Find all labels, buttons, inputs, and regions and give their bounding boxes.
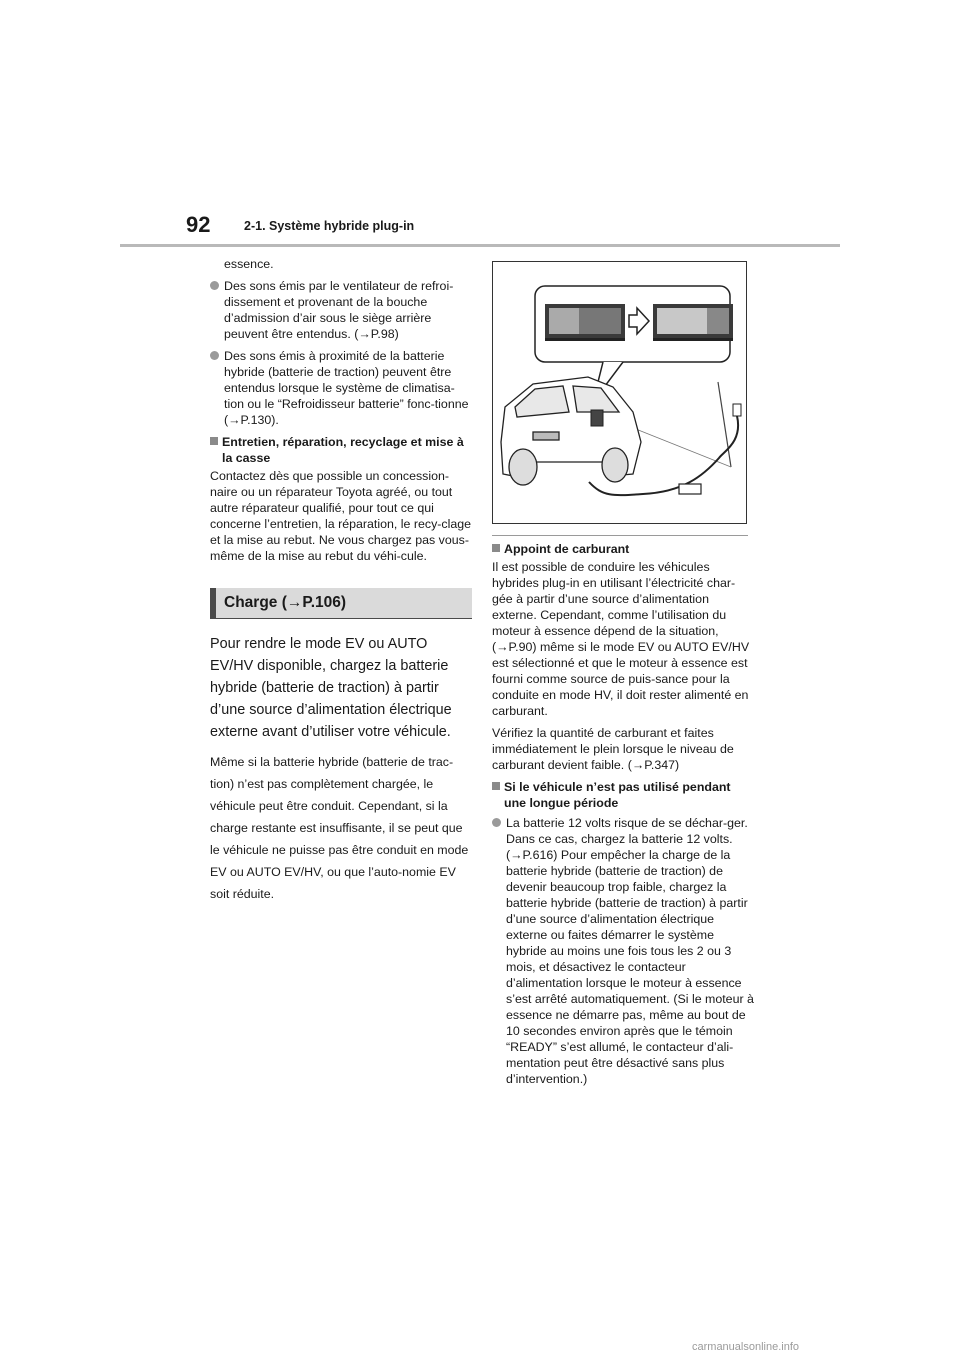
subheading-text: Appoint de carburant	[504, 542, 630, 556]
running-head: 2-1. Système hybride plug-in	[244, 219, 415, 233]
continuation-text: essence.	[224, 257, 274, 271]
bullet-dot-icon	[210, 351, 219, 360]
battery-gauge-after-icon	[653, 304, 733, 341]
bullet-dot-icon	[492, 818, 501, 827]
bullet-text: Des sons émis à proximité de la batterie hybride (batterie de traction) peuvent être entendus lorsque le système de climatisa-tion ou le “Refroidisseur batterie” fonc-tionne (→P.130).	[224, 349, 469, 427]
section-title-charge	[210, 588, 472, 619]
refuel-text-1: Il est possible de conduire les véhicules hybrides plug-in en utilisant l’électricité char-gée à partir d’une source d’alimentation externe. Cependant, comme l’utilisation du moteur à essence dépend de la situation, (→P.90) même si le mode EV ou AUTO EV/HV est sélectionné et que le moteur à essence est fourni comme source de puis-sance pour la conduite en mode HV, il doit rester alimenté en carburant.	[492, 560, 750, 718]
subheading-maintenance	[210, 434, 472, 466]
section-title-text: Charge (→P.106)	[224, 594, 347, 611]
charging-control-box-icon	[679, 484, 701, 494]
bullet-battery-noise	[210, 348, 472, 428]
refuel-text-2: Vérifiez la quantité de carburant et faites immédiatement le plein lorsque le niveau de carburant devient faible. (→P.347)	[492, 726, 734, 772]
square-marker-icon	[210, 437, 218, 445]
subheading-long-storage	[492, 779, 754, 811]
right-column	[492, 541, 754, 1093]
square-marker-icon	[492, 782, 500, 790]
square-marker-icon	[492, 544, 500, 552]
maintenance-text: Contactez dès que possible un concession-naire ou un réparateur Toyota agréé, ou tout autre réparateur qualifié, pour tout ce qui concerne l’entretien, la réparation, le recy-clage et la mise au rebut. Ne vous chargez pas vous-même de la mise au rebut du véhi-cule.	[210, 469, 472, 563]
bullet-12v-battery	[492, 815, 754, 1087]
header-rule	[120, 244, 840, 247]
charging-illustration-svg	[493, 262, 746, 523]
page-number: 92	[186, 212, 211, 237]
bullet-text: Des sons émis par le ventilateur de refroi-dissement et provenant de la bouche d’admission d’air sous le siège arrière peuvent être entendus. (→P.98)	[224, 279, 454, 341]
subheading-refuel	[492, 541, 754, 557]
left-column	[210, 256, 472, 905]
vehicle-icon	[501, 377, 641, 485]
watermark: carmanualsonline.info	[692, 1341, 800, 1353]
wall-socket-icon	[733, 404, 741, 416]
charge-intro: Pour rendre le mode EV ou AUTO EV/HV disponible, chargez la batterie hybride (batterie de traction) à partir d’une source d’alimentation électrique externe avant d’utiliser votre véhicule.	[210, 636, 452, 740]
bullet-fan-noise	[210, 278, 472, 342]
battery-gauge-before-icon	[545, 304, 625, 341]
charge-body: Même si la batterie hybride (batterie de trac-tion) n’est pas complètement chargée, le véhicule peut être conduit. Cependant, si la charge restante est insuffisante, il se peut que le véhicule ne puisse pas être conduit en mode EV ou AUTO EV/HV, ou que l’auto-nomie EV soit réduite.	[210, 755, 469, 901]
charging-illustration	[492, 261, 747, 524]
subheading-text: Si le véhicule n’est pas utilisé pendant une longue période	[504, 780, 731, 810]
subheading-text: Entretien, réparation, recyclage et mise à la casse	[222, 435, 464, 465]
charging-plug-icon	[591, 410, 603, 426]
bullet-dot-icon	[210, 281, 219, 290]
bullet-text: La batterie 12 volts risque de se déchar-ger. Dans ce cas, chargez la batterie 12 volts. (→P.616) Pour empêcher la charge de la batterie hybride (batterie de traction) de devenir beaucoup trop faible, chargez la batterie hybride (batterie de traction) à partir d’une source d’alimentation électrique externe ou faites démarrer le système hybride au moins une fois tous les 2 ou 3 mois, et désactivez le contacteur d’alimentation lorsque le moteur à essence s’est arrêté automatiquement. (Si le moteur à essence ne démarre pas, même au bout de 10 secondes environ après que le témoin “READY” s’est allumé, le contacteur d’ali-mentation peut être désactivé sans plus d’intervention.)	[506, 816, 754, 1086]
figure-divider	[492, 535, 748, 536]
